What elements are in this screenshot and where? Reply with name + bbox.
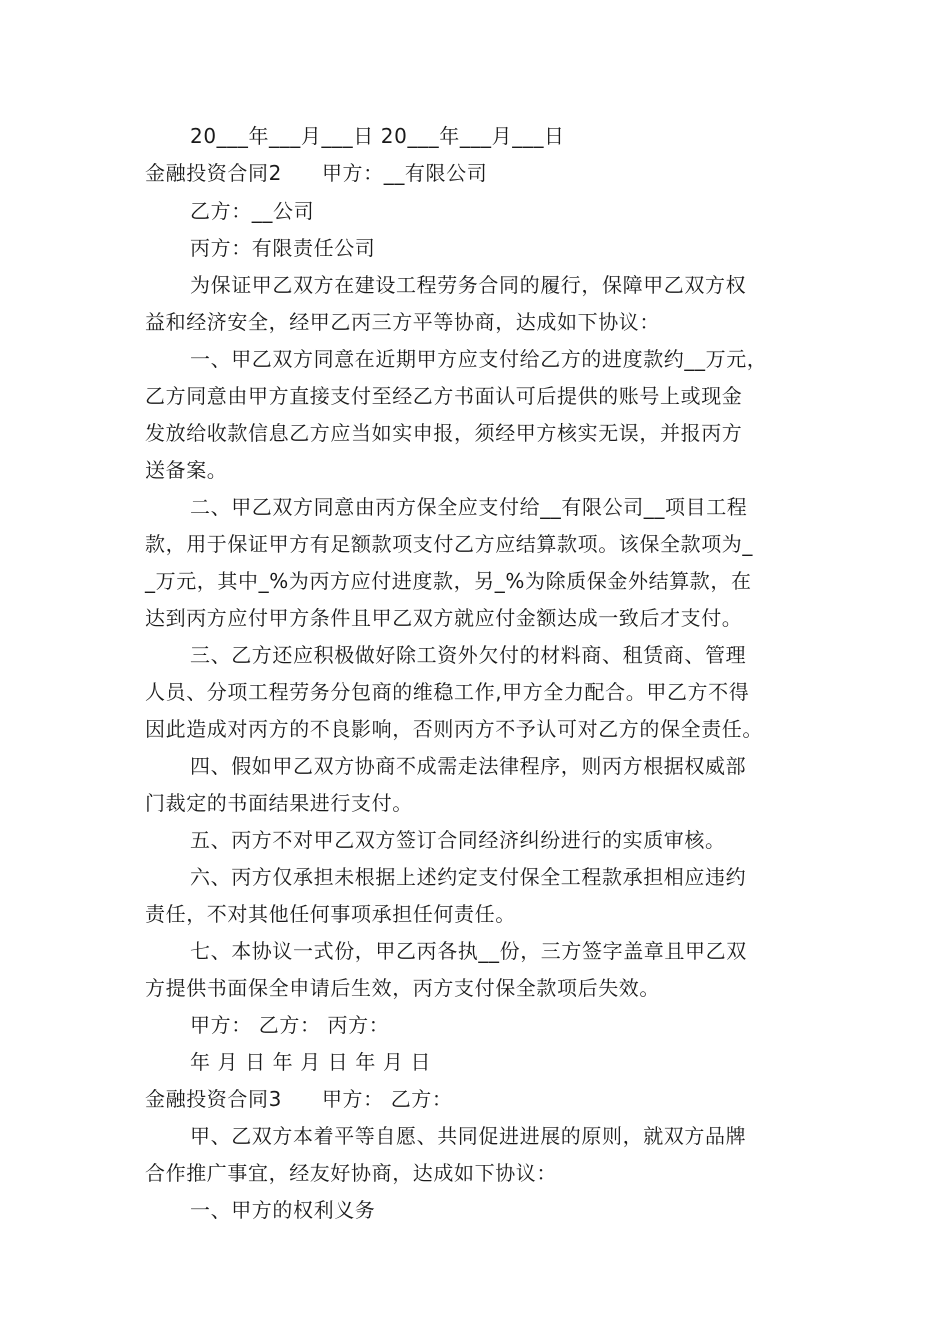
paragraph-line: 款，用于保证甲方有足额款项支付乙方应结算款项。该保全款项为_ xyxy=(145,532,753,556)
paragraph-line: 为保证甲乙双方在建设工程劳务合同的履行，保障甲乙双方权 xyxy=(190,273,747,297)
clause-1: 一、甲乙双方同意在近期甲方应支付给乙方的进度款约__万元， xyxy=(190,347,768,371)
paragraph-line: 达到丙方应付甲方条件且甲乙双方就应付金额达成一致后才支付。 xyxy=(145,606,743,630)
signature-line: 甲方： 乙方： 丙方： xyxy=(190,1013,390,1037)
clause-2: 二、甲乙双方同意由丙方保全应支付给__有限公司__项目工程 xyxy=(190,495,748,519)
clause-3: 三、乙方还应积极做好除工资外欠付的材料商、租赁商、管理 xyxy=(190,643,747,667)
paragraph-line: _万元，其中_%为丙方应付进度款，另_%为除质保金外结算款，在 xyxy=(145,569,752,593)
party-c: 丙方：有限责任公司 xyxy=(190,236,376,260)
paragraph-line: 甲、乙双方本着平等自愿、共同促进进展的原则，就双方品牌 xyxy=(190,1124,747,1148)
clause-5: 五、丙方不对甲乙双方签订合同经济纠纷进行的实质审核。 xyxy=(190,828,726,852)
signature-date-line: 年 月 日 年 月 日 年 月 日 xyxy=(190,1050,432,1074)
paragraph-line: 方提供书面保全申请后生效，丙方支付保全款项后失效。 xyxy=(145,976,660,1000)
paragraph-line: 益和经济安全，经甲乙丙三方平等协商，达成如下协议： xyxy=(145,310,660,334)
contract-heading-2 xyxy=(145,161,815,185)
paragraph-line: 乙方同意由甲方直接支付至经乙方书面认可后提供的账号上或现金 xyxy=(145,384,743,408)
contract-title: 金融投资合同3 xyxy=(145,1087,282,1111)
paragraph-line: 合作推广事宜，经友好协商，达成如下协议： xyxy=(145,1161,557,1185)
party-b: 乙方：__公司 xyxy=(190,199,315,223)
paragraph-line: 送备案。 xyxy=(145,458,228,482)
clause-4: 四、假如甲乙双方协商不成需走法律程序，则丙方根据权威部 xyxy=(190,754,747,778)
paragraph-line: 人员、分项工程劳务分包商的维稳工作,甲方全力配合。甲乙方不得 xyxy=(145,680,750,704)
paragraph-line: 发放给收款信息乙方应当如实申报，须经甲方核实无误，并报丙方 xyxy=(145,421,743,445)
section-heading: 一、甲方的权利义务 xyxy=(190,1198,376,1222)
party-a: 甲方：__有限公司 xyxy=(321,161,488,185)
paragraph-line: 责任，不对其他任何事项承担任何责任。 xyxy=(145,902,516,926)
clause-7: 七、本协议一式份，甲乙丙各执__份，三方签字盖章且甲乙双 xyxy=(190,939,747,963)
paragraph-line: 门裁定的书面结果进行支付。 xyxy=(145,791,413,815)
parties: 甲方： 乙方： xyxy=(321,1087,453,1111)
clause-6: 六、丙方仅承担未根据上述约定支付保全工程款承担相应违约 xyxy=(190,865,747,889)
date-line: 20___年___月___日 20___年___月___日 xyxy=(190,124,565,148)
paragraph-line: 因此造成对丙方的不良影响，否则丙方不予认可对乙方的保全责任。 xyxy=(145,717,763,741)
contract-title: 金融投资合同2 xyxy=(145,161,282,185)
contract-heading-3 xyxy=(145,1087,815,1111)
